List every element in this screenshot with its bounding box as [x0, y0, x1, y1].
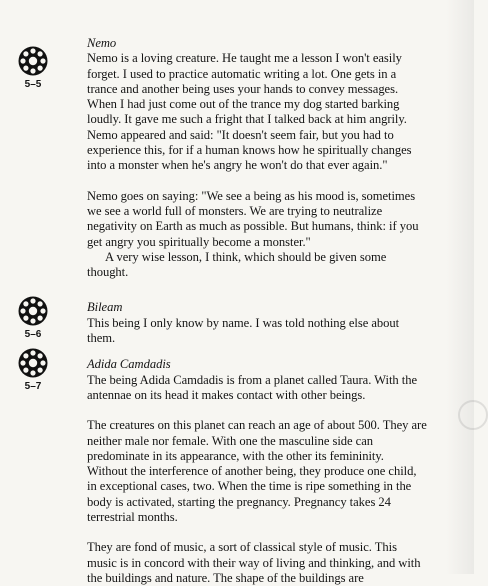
marker-label: 5–6 — [24, 329, 42, 340]
film-reel-icon — [18, 348, 48, 378]
paragraph: Nemo goes on saying: "We see a being as his mood is, sometimes we see a world full of monsters. We are trying to neutralize negativity on Earth as much as possible. But humans, think: if you get angry you spiritually become a monster." — [87, 188, 419, 249]
film-reel-icon — [18, 46, 48, 76]
bleed-through-reel-icon — [458, 400, 488, 430]
film-reel-icon — [18, 296, 48, 326]
marker-label: 5–7 — [24, 381, 42, 392]
section-heading-nemo: Nemo — [87, 36, 117, 50]
marker-label: 5–5 — [24, 79, 42, 90]
paragraph: This being I only know by name. I was told nothing else about them. — [87, 315, 400, 346]
slide-marker-5-6 — [18, 296, 48, 340]
slide-marker-5-7 — [18, 348, 48, 392]
paragraph: A very wise lesson, I think, which should be given some thought. — [87, 249, 387, 280]
document-body — [87, 36, 427, 586]
paragraph: They are fond of music, a sort of classical style of music. This music is in concord with their way of living and thinking, and with the buildings and nature. The shape of the buildings are — [87, 540, 421, 585]
paragraph: The being Adida Camdadis is from a planet called Taura. With the antennae on its head it makes contact with other beings. — [87, 372, 417, 402]
slide-marker-5-5 — [18, 46, 48, 90]
section-heading-adida-camdadis: Adida Camdadis — [87, 357, 171, 372]
paragraph: Nemo is a loving creature. He taught me a lesson I won't easily forget. I used to practice automatic writing a lot. One gets in a trance and another being uses your hands to convey messages. When I had just come out of the trance my dog started barking loudly. It gave me such a fright that I talked back at him angrily. Nemo appeared and said: "It doesn't seem fair, but you had to experience this, for if a human knows how he spiritually changes into a monster when he's angry he won't do that ever again." — [87, 51, 412, 173]
page-edge-shadow — [446, 0, 474, 574]
section-heading-bileam: Bileam — [87, 300, 123, 315]
paragraph: The creatures on this planet can reach an age of about 500. They are neither male nor female. With one the masculine side can predominate in its appearance, with the other its femininity. Without the interference of another being, they produce one child, in exceptional cases, two. When the time is ripe something in the body is activated, starting the pregnancy. Pregnancy takes 24 terrestrial months. — [87, 418, 427, 525]
